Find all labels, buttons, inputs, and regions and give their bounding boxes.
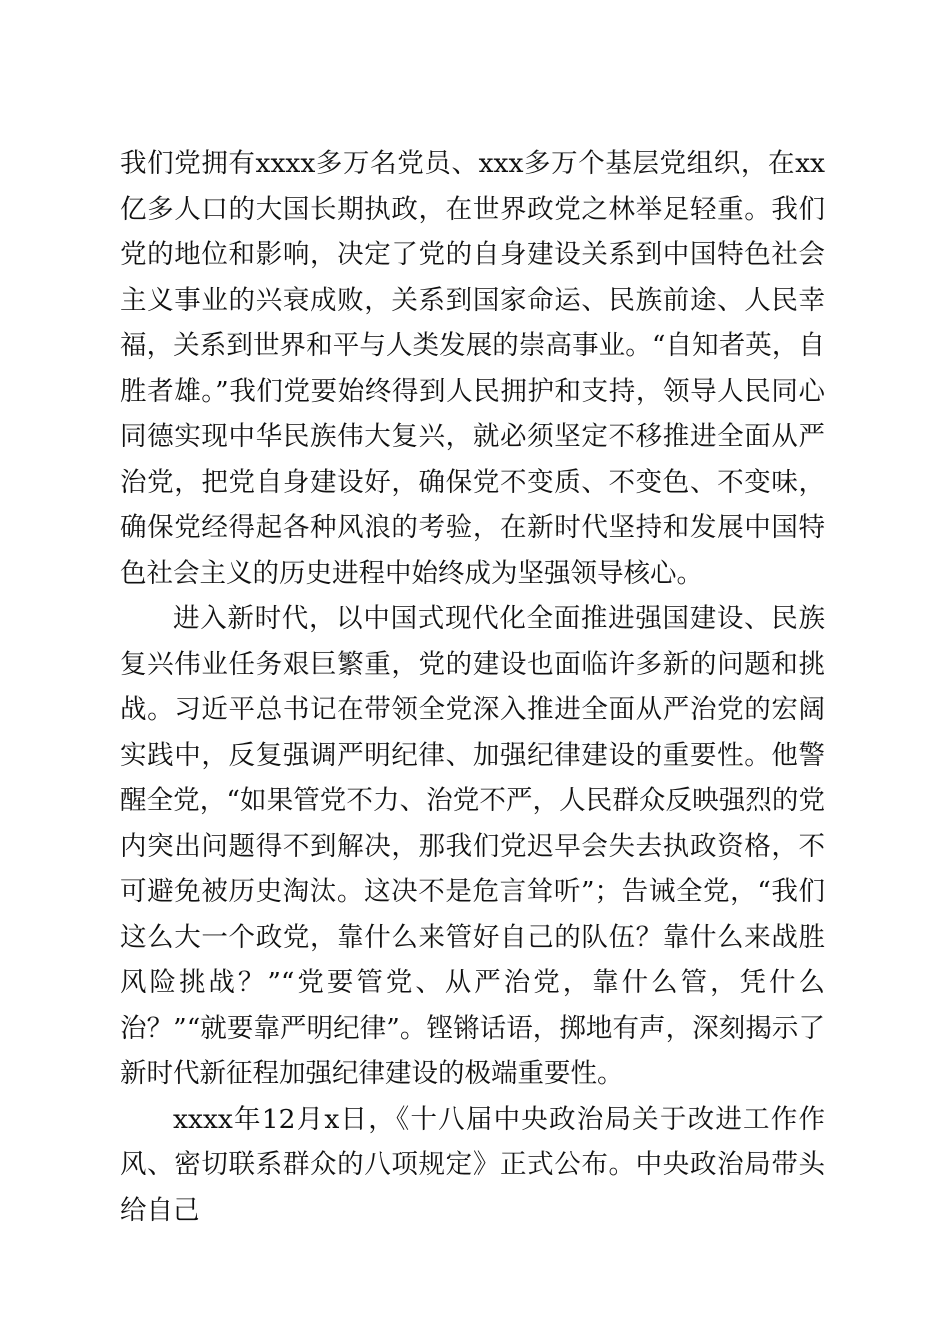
document-body xyxy=(120,141,825,1233)
paragraph-2: 进入新时代，以中国式现代化全面推进强国建设、民族复兴伟业任务艰巨繁重，党的建设也面临许多新的问题和挑战。习近平总书记在带领全党深入推进全面从严治党的宏阔实践中，反复强调严明纪律、加强纪律建设的重要性。他警醒全党，“如果管党不力、治党不严，人民群众反映强烈的党内突出问题得不到解决，那我们党迟早会失去执政资格，不可避免被历史淘汰。这决不是危言耸听”；告诫全党，“我们这么大一个政党，靠什么来管好自己的队伍？靠什么来战胜风险挑战？”“党要管党、从严治党，靠什么管，凭什么治？”“就要靠严明纪律”。铿锵话语，掷地有声，深刻揭示了新时代新征程加强纪律建设的极端重要性。 xyxy=(120,603,825,1089)
paragraph-1: 我们党拥有xxxx多万名党员、xxx多万个基层党组织，在xx亿多人口的大国长期执政，在世界政党之林举足轻重。我们党的地位和影响，决定了党的自身建设关系到中国特色社会主义事业的兴衰成败，关系到国家命运、民族前途、人民幸福，关系到世界和平与人类发展的崇高事业。“自知者英，自胜者雄。”我们党要始终得到人民拥护和支持，领导人民同心同德实现中华民族伟大复兴，就必须坚定不移推进全面从严治党，把党自身建设好，确保党不变质、不变色、不变味，确保党经得起各种风浪的考验，在新时代坚持和发展中国特色社会主义的历史进程中始终成为坚强领导核心。 xyxy=(120,148,825,589)
paragraph-3: xxxx年12月x日，《十八届中央政治局关于改进工作作风、密切联系群众的八项规定》正式公布。中央政治局带头给自己 xyxy=(120,1103,825,1226)
